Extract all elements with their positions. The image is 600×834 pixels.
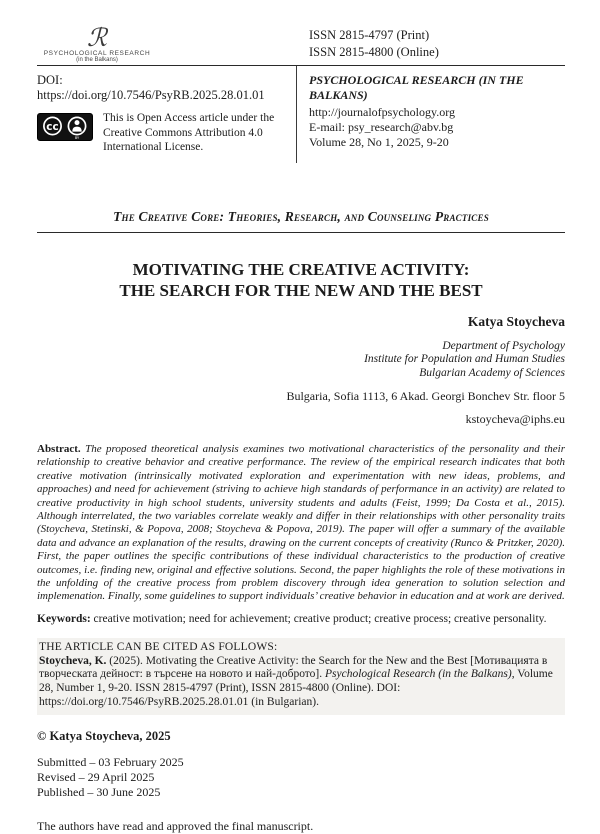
license-text-line2: Creative Commons Attribution 4.0: [103, 126, 263, 139]
license-text-line1: This is Open Access article under the: [103, 112, 275, 124]
issn-block: [297, 27, 565, 65]
license-row: [37, 111, 286, 155]
citation-box: [37, 638, 565, 715]
abstract-paragraph: [37, 443, 565, 604]
journal-info-block: [297, 66, 565, 163]
abstract-text: The proposed theoretical analysis examines two motivational characteristics of the personality and their relationship to creative behavior and creative performance. The review of the empirical research indicates that both creative motivation (intrinsically motivated exploration and experimentation with new ideas, problems, and approaches) and need for achievement (striving to achieve high standards of performance in an activity) are related to creative productivity in high school students, university students and adults (Feist, 1999; Da Costa et al., 2015). Although interrelated, the two variables correlate weakly and differ in their relationships with other personality traits (Stoycheva, Stetinski, & Popova, 2008; Stoycheva & Popova, 2019). The paper will offer a summary of the available data and advance an explanation of the results, drawing on the current concepts of creativity (Runco & Pritzker, 2020). First, the paper outlines the specific contributions of these individual characteristics to the production of creative outcomes, i.e. finding new, original and effective solutions. Second, the paper highlights the role of these motivations in the unfolding of the creative process from problem discovery through idea generation to solution selection and implemenation. Finally, some guidelines to support individuals’ creative behavior in education and at work are derived.: [37, 443, 565, 603]
abstract-label: Abstract.: [37, 443, 81, 455]
submitted-date: Submitted – 03 February 2025: [37, 754, 184, 769]
license-text: [103, 111, 274, 155]
journal-name: PSYCHOLOGICAL RESEARCH (IN THE BALKANS): [309, 73, 524, 102]
logo-journal-subtitle: (in the Balkans): [76, 57, 118, 63]
keywords-label: Keywords:: [37, 612, 91, 625]
published-date: Published – 30 June 2025: [37, 784, 161, 799]
svg-text:cc: cc: [46, 120, 59, 133]
header-top-row: [37, 23, 565, 66]
affiliation-line: Department of Psychology: [442, 339, 565, 352]
logo-journal-name: PSYCHOLOGICAL RESEARCH: [43, 50, 151, 57]
issn-print: ISSN 2815-4797 (Print): [309, 28, 430, 42]
header-bottom-row: [37, 66, 565, 163]
journal-volume: Volume 28, No 1, 2025, 9-20: [309, 135, 449, 149]
citation-part2: , Volume 28, Number 1, 9-20. ISSN 2815-4797 (Print), ISSN 2815-4800 (Online). DOI: https://doi.org/10.7546/PsyRB.2025.28.01.01 (in Bulgarian).: [39, 668, 553, 709]
citation-heading: THE ARTICLE CAN BE CITED AS FOLLOWS:: [39, 640, 278, 653]
author-name: Katya Stoycheva: [467, 313, 565, 329]
citation-text: [39, 655, 561, 710]
copyright-line: © Katya Stoycheva, 2025: [37, 728, 171, 743]
citation-part1: (2025). Motivating the Creative Activity: the Search for the New and the Best [Мотивацията в творческата дейност: в търсене на новото и най-доброто].: [39, 654, 548, 681]
article-dates: [37, 755, 565, 800]
journal-logo-cell: [37, 23, 297, 65]
cc-by-badge-icon: [37, 113, 93, 146]
article-title-line2: THE SEARCH FOR THE NEW AND THE BEST: [119, 280, 483, 300]
revised-date: Revised – 29 April 2025: [37, 769, 155, 784]
citation-journal-name: Psychological Research (in the Balkans): [325, 668, 512, 681]
issn-online: ISSN 2815-4800 (Online): [309, 45, 439, 59]
journal-email: E-mail: psy_research@abv.bg: [309, 120, 454, 134]
journal-url: http://journalofpsychology.org: [309, 105, 455, 119]
author-address: Bulgaria, Sofia 1113, 6 Akad. Georgi Bonchev Str. floor 5: [286, 389, 565, 403]
keywords-line: [37, 613, 565, 625]
authors-approval-note: The authors have read and approved the final manuscript.: [37, 818, 314, 833]
section-header: The Creative Core: Theories, Research, and Counseling Practices: [37, 209, 565, 233]
journal-logo: [37, 23, 157, 63]
article-title: [37, 259, 565, 301]
svg-text:BY: BY: [74, 136, 80, 140]
author-email: kstoycheva@iphs.eu: [465, 412, 565, 426]
article-title-line1: MOTIVATING THE CREATIVE ACTIVITY:: [132, 259, 470, 279]
logo-script-r-icon: ℛ: [87, 23, 107, 52]
citation-author: Stoycheva, K.: [39, 654, 107, 667]
affiliation-line: Bulgarian Academy of Sciences: [419, 366, 565, 379]
doi-license-cell: [37, 66, 297, 163]
keywords-text: creative motivation; need for achievement; creative product; creative process; creative personality.: [90, 612, 547, 625]
license-text-line3: International License.: [103, 141, 204, 153]
author-affiliation: [37, 340, 565, 381]
affiliation-line: Institute for Population and Human Studies: [364, 353, 565, 365]
doi-link: DOI: https://doi.org/10.7546/PsyRB.2025.28.01.01: [37, 73, 265, 102]
